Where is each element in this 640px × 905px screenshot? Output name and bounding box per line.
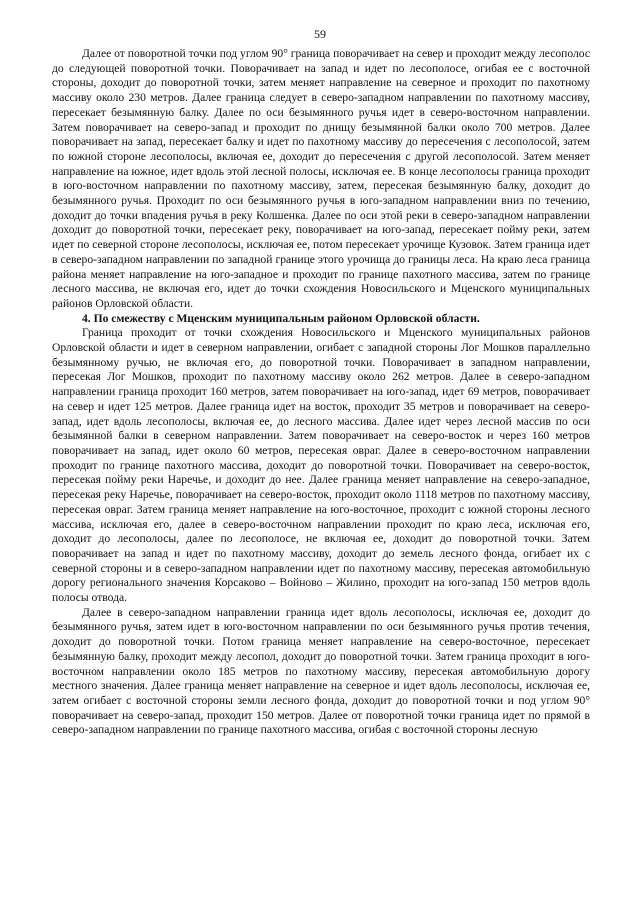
page-number: 59 <box>314 27 326 41</box>
paragraph-1: Далее от поворотной точки под углом 90° граница поворачивает на север и проходит между лесополос до следующей поворотной точки. Поворачивает на запад и идет по лесополосе, огибая ее с восточной стороны, доходит до поворотной точки, затем меняет направление на северное и проходит по пахотному массиву около 230 метров. Далее граница следует в северо-западном направлении по пахотному массиву, пересекает безымянную балку. Далее по оси безымянного ручья идет в северо-восточном направлении. Затем поворачивает на северо-запад и проходит по днищу безымянной балки около 700 метров. Далее поворачивает на запад, пересекает балку и идет по пахотному массиву до пересечения с лесополосой, затем по южной стороне лесополосы, включая ее, доходит до пересечения с другой лесополосой. Затем меняет направление на южное, идет вдоль этой лесной полосы, исключая ее. В конце лесополосы граница проходит в юго-восточном направлении по пахотному массиву, затем, пересекая безымянную балку, доходит до безымянного ручья. Проходит по оси безымянного ручья в юго-западном направлении вниз по течению, доходит до точки впадения ручья в реку Колшенка. Далее по оси этой реки в северо-западном направлении доходит до поворотной точки, пересекает реку, поворачивает на юго-запад, пересекает пойму реки, затем идет по северной стороне лесополосы, исключая ее, потом пересекает урочище Кузовок. Затем граница идет в северо-западном направлении по западной границе этого урочища до границы леса. На краю леса граница района меняет направление на юго-западное и проходит по границе пахотного массива, затем по границе лесного массива, не включая его, идет до точки схождения Новосильского и Мценского муниципальных районов Орловской области. <box>52 47 590 310</box>
section-heading: 4. По смежеству с Мценским муниципальным районом Орловской области. <box>82 311 480 325</box>
paragraph-3: Далее в северо-западном направлении граница идет вдоль лесополосы, исключая ее, доходит до безымянного ручья, затем идет в юго-восточном направлении по оси безымянного ручья против течения, доходит до поворотной точки. Потом граница меняет направление на северо-восточное, пересекает безымянную балку, проходит между лесопол, доходит до поворотной точки. Затем граница проходит в юго-восточном направлении около 185 метров по пахотному массиву, пересекая автомобильную дорогу местного значения. Далее граница меняет направление на северное и идет вдоль лесополосы, исключая ее, затем огибает с восточной стороны земли лесного фонда, доходит до поворотной точки и под углом 90° поворачивает на северо-запад, проходит 150 метров. Далее от поворотной точки граница идет по прямой в северо-западном направлении по границе пахотного массива, огибая с восточной стороны лесную <box>52 605 590 737</box>
document-body <box>52 47 590 738</box>
paragraph-2: Граница проходит от точки схождения Новосильского и Мценского муниципальных районов Орловской области и идет в северном направлении, огибает с западной стороны Лог Мошков параллельно безымянному ручью, не включая его, до поворотной точки. Поворачивает в западном направлении, пересекая Лог Мошков, проходит по пахотному массиву около 262 метров. Далее в северо-западном направлении граница проходит 160 метров, затем поворачивает на юго-запад, идет 69 метров, поворачивает на север и идет 125 метров. Далее граница идет на восток, проходит 35 метров и поворачивает на северо-запад, идет вдоль лесополосы, включая ее, до лесного массива. Далее идет через лесной массив по оси безымянной балки в северном направлении. Затем поворачивает на северо-восток и через 160 метров поворачивает на запад, идет около 60 метров, пересекая овраг. Далее в северо-восточном направлении проходит по границе пахотного массива, доходит до поворотной точки. Поворачивает на северо-восток, пересекая пойму реки Наречье, и доходит до нее. Далее граница меняет направление на северо-западное, пересекая реку Наречье, поворачивает на северо-восток, проходит около 1118 метров по пахотному массиву, пересекая овраг. Затем граница меняет направление на юго-восточное, проходит с южной стороны лесного массива, исключая его, далее в северо-восточном направлении проходит по краю леса, исключая его, доходит до лесополосы, далее по лесополосе, не включая ее, доходит до поворотной точки. Затем поворачивает на запад и идет по пахотному массиву, доходит до земель лесного фонда, огибает их с северной стороны и в северо-западном направлении идет по пахотному массиву, пересекая автомобильную дорогу регионального значения Корсаково – Войново – Жилино, проходит на юго-запад 150 метров вдоль полосы отвода. <box>52 326 590 605</box>
